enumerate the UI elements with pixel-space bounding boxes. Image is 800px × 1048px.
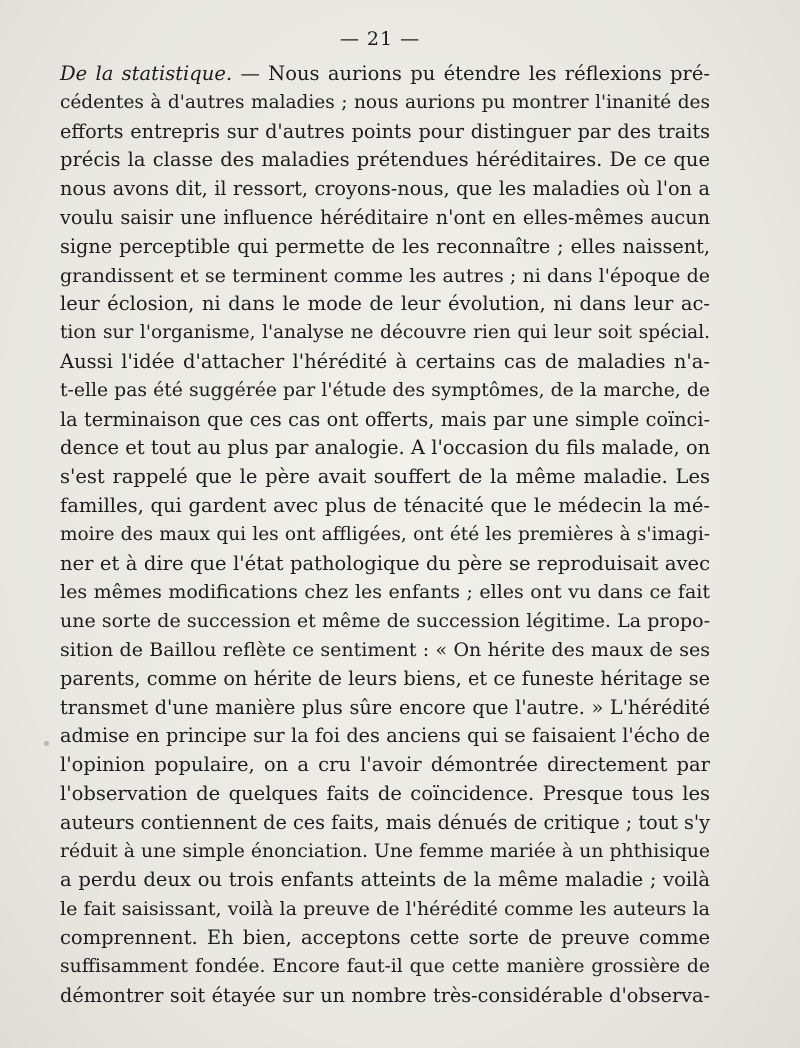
text-line: voulu saisir une influence héréditaire n'ont en elles-mêmes aucun	[60, 205, 710, 229]
paper-speck	[44, 741, 49, 746]
page-number: — 21 —	[339, 28, 421, 50]
text-line: l'observation de quelques faits de coïncidence. Presque tous les	[60, 781, 710, 805]
text-line: tion sur l'organisme, l'analyse ne découvre rien qui leur soit spécial.	[60, 322, 710, 344]
text-line: nous avons dit, il ressort, croyons-nous, que les maladies où l'on a	[60, 177, 710, 201]
text-line: cédentes à d'autres maladies ; nous aurions pu montrer l'inanité des	[60, 91, 710, 113]
text-line: a perdu deux ou trois enfants atteints de la même maladie ; voilà	[60, 868, 710, 892]
text-line-1	[60, 60, 710, 89]
text-line: le fait saisissant, voilà la preuve de l'hérédité comme les auteurs la	[60, 898, 710, 921]
text-line: parents, comme on hérite de leurs biens, et ce funeste héritage se	[60, 666, 710, 690]
text-line: une sorte de succession et même de succession légitime. La propo-	[60, 610, 710, 633]
text-line: auteurs contiennent de ces faits, mais dénués de critique ; tout s'y	[60, 810, 710, 834]
text-line: sition de Baillou reflète ce sentiment : « On hérite des maux de ses	[60, 638, 710, 661]
first-line-text: — Nous aurions pu étendre les réflexions pré-	[232, 62, 710, 85]
text-line: familles, qui gardent avec plus de ténacité que le médecin la mé-	[60, 493, 710, 517]
text-line: Aussi l'idée d'attacher l'hérédité à certains cas de maladies n'a-	[60, 349, 710, 373]
section-title: De la statistique.	[60, 62, 233, 85]
text-line: grandissent et se terminent comme les autres ; ni dans l'époque de	[60, 264, 710, 287]
text-line: efforts entrepris sur d'autres points pour distinguer par des traits	[60, 119, 710, 143]
text-line: suffisamment fondée. Encore faut-il que cette manière grossière de	[60, 955, 710, 977]
text-line: dence et tout au plus par analogie. A l'occasion du fils malade, on	[60, 436, 711, 460]
text-line: les mêmes modifications chez les enfants ; elles ont vu dans ce fait	[60, 581, 710, 604]
text-line: démontrer soit étayée sur un nombre très-considérable d'observa-	[60, 983, 710, 1007]
text-line: comprennent. Eh bien, acceptons cette sorte de preuve comme	[60, 925, 710, 949]
text-line: l'opinion populaire, on a cru l'avoir démontrée directement par	[60, 753, 710, 777]
text-line: signe perceptible qui permette de les reconnaître ; elles naissent,	[60, 234, 710, 258]
text-line: ner et à dire que l'état pathologique du père se reproduisait avec	[60, 551, 710, 575]
text-line: moire des maux qui les ont affligées, ont été les premières à s'imagi-	[60, 523, 710, 545]
text-line: admise en principe sur la foi des anciens qui se faisaient l'écho de	[60, 724, 710, 748]
text-line: précis la classe des maladies prétendues héréditaires. De ce que	[60, 148, 710, 172]
text-line: réduit à une simple énonciation. Une femme mariée à un phthisique	[60, 840, 710, 862]
body-text	[60, 60, 710, 1010]
text-line: t-elle pas été suggérée par l'étude des symptômes, de la marche, de	[60, 379, 710, 401]
text-line: la terminaison que ces cas ont offerts, mais par une simple coïnci-	[60, 407, 710, 431]
text-line: transmet d'une manière plus sûre encore que l'autre. » L'hérédité	[60, 695, 710, 719]
text-line: s'est rappelé que le père avait souffert de la même maladie. Les	[60, 465, 710, 489]
text-line: leur éclosion, ni dans le mode de leur évolution, ni dans leur ac-	[60, 292, 710, 316]
